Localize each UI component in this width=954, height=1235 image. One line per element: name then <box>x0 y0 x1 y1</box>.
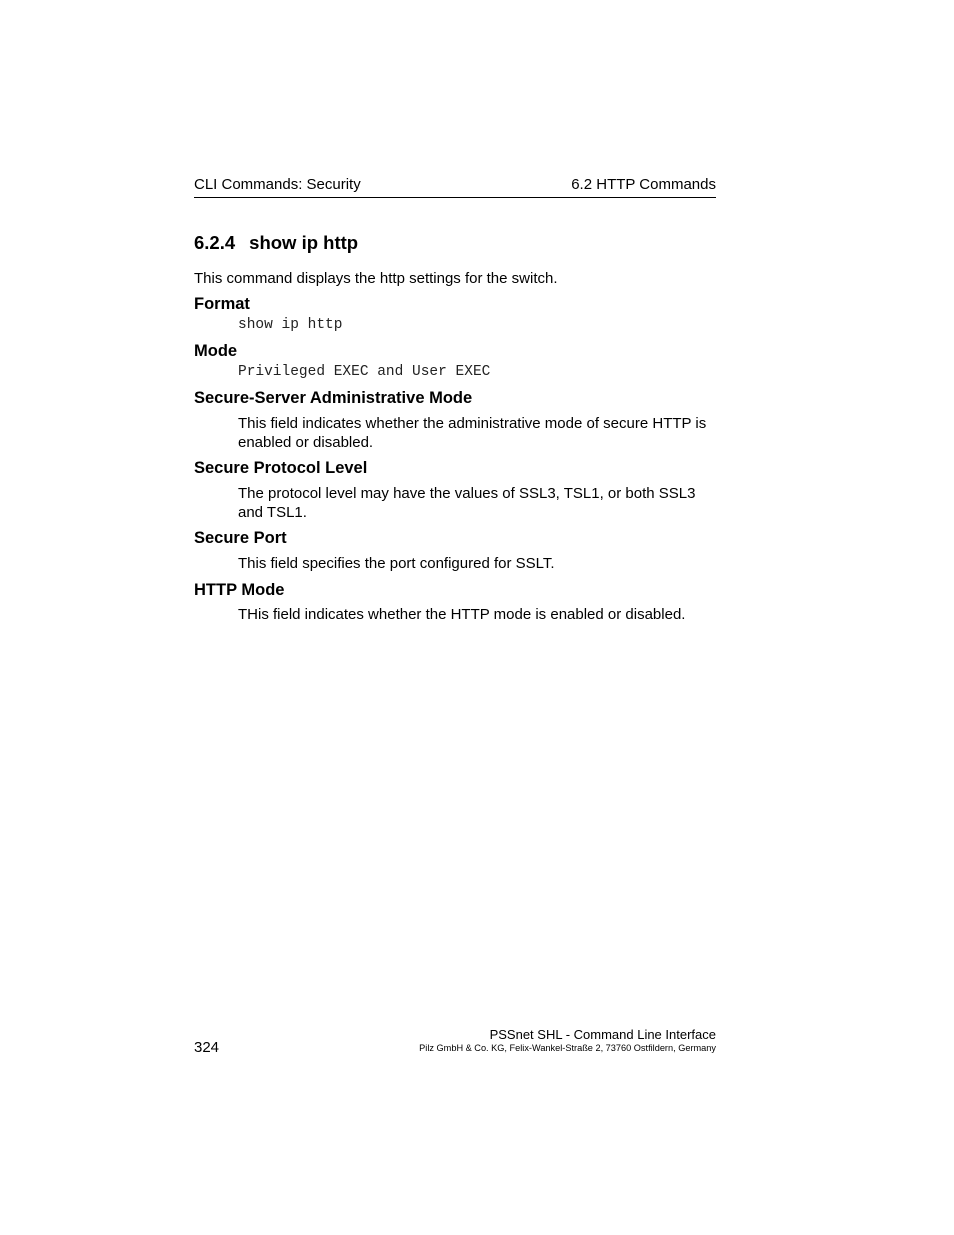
field-description-secure-port: This field specifies the port configured for SSLT. <box>238 555 555 572</box>
field-heading-secure-server-mode: Secure-Server Administrative Mode <box>194 389 473 407</box>
field-heading-http-mode: HTTP Mode <box>194 581 285 599</box>
page-header <box>194 175 716 198</box>
footer-document-title: PSSnet SHL - Command Line Interface <box>489 1027 716 1042</box>
section-number: 6.2.4 <box>194 232 236 253</box>
header-section-title: 6.2 HTTP Commands <box>571 176 716 193</box>
format-heading: Format <box>194 295 250 313</box>
footer-address: Pilz GmbH & Co. KG, Felix-Wankel-Straße 2, 73760 Ostfildern, Germany <box>419 1043 716 1053</box>
field-heading-secure-protocol-level: Secure Protocol Level <box>194 459 368 477</box>
field-heading-secure-port: Secure Port <box>194 529 287 547</box>
format-code: show ip http <box>238 317 343 333</box>
section-title: show ip http <box>249 232 359 253</box>
field-description-http-mode: THis field indicates whether the HTTP mode is enabled or disabled. <box>238 606 686 623</box>
section-intro: This command displays the http settings for the switch. <box>194 270 558 287</box>
section-heading <box>194 232 358 254</box>
mode-code: Privileged EXEC and User EXEC <box>238 364 491 380</box>
field-description-secure-protocol-level: The protocol level may have the values of SSL3, TSL1, or both SSL3 and TSL1. <box>238 485 696 521</box>
header-chapter-title: CLI Commands: Security <box>194 176 361 193</box>
page-number: 324 <box>194 1039 220 1056</box>
mode-heading: Mode <box>194 342 238 360</box>
field-description-secure-server-mode: This field indicates whether the administrative mode of secure HTTP is enabled or disabled. <box>238 415 707 451</box>
